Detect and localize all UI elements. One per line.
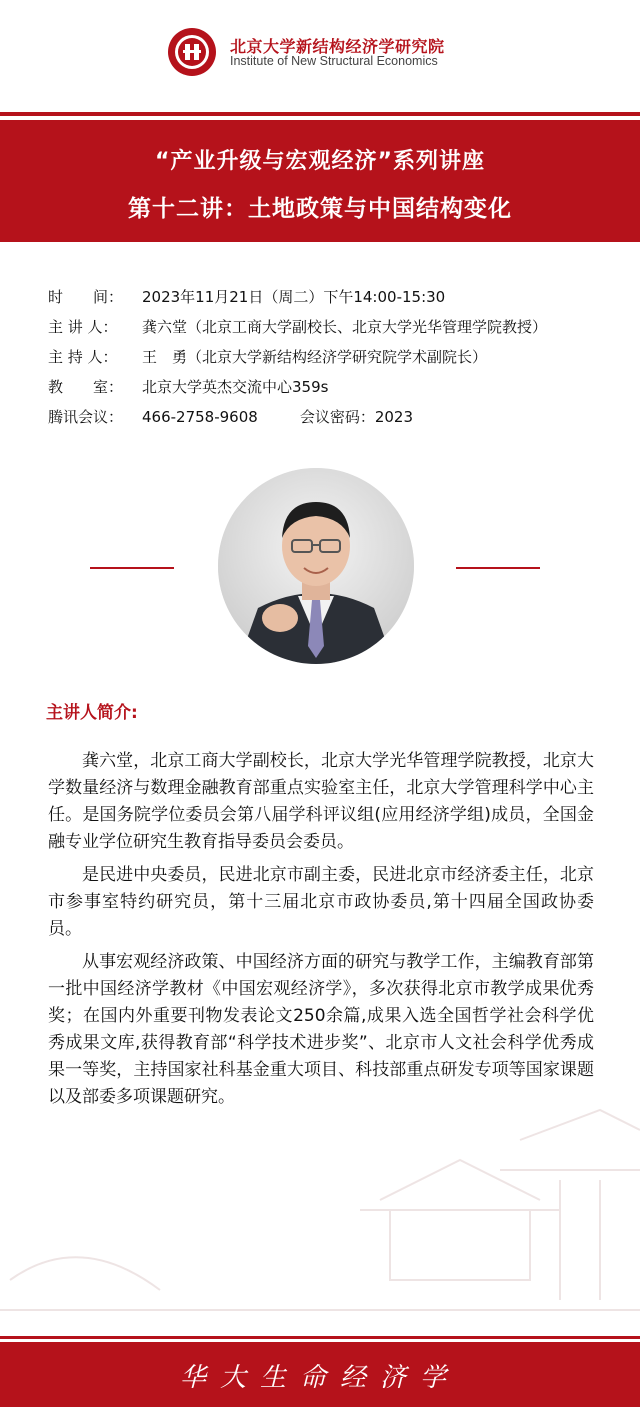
bio-title: 主讲人简介: bbox=[46, 703, 138, 723]
host-label: 主 持 人： bbox=[48, 348, 118, 366]
password-value: 2023 bbox=[374, 408, 414, 426]
institute-name-cn: 北京大学新结构经济学研究院 bbox=[230, 37, 445, 56]
footer-slogan: 华大生命经济学 bbox=[179, 1363, 460, 1393]
title-banner bbox=[0, 120, 640, 242]
footer-top-rule bbox=[0, 1336, 640, 1339]
banner-top-rule bbox=[0, 112, 640, 116]
divider-right bbox=[456, 567, 540, 569]
speaker-portrait bbox=[218, 468, 414, 664]
bio-paragraph-1: 龚六堂，北京工商大学副校长，北京大学光华管理学院教授，北京大学数量经济与数理金融教育部重点实验室主任，北京大学管理科学中心主任。是国务院学位委员会第八届学科评议组(应用经济学组)成员，全国金融专业学位研究生教育指导委员会委员。 bbox=[48, 751, 594, 852]
room-row bbox=[48, 372, 547, 402]
meeting-id: 466-2758-9608 bbox=[142, 408, 258, 426]
room-label: 教 室： bbox=[48, 378, 124, 396]
header bbox=[0, 0, 640, 112]
pku-seal-icon bbox=[166, 26, 218, 78]
meeting-label: 腾讯会议： bbox=[48, 408, 124, 426]
speaker-value: 龚六堂（北京工商大学副校长、北京大学光华管理学院教授） bbox=[142, 318, 548, 336]
speaker-photo-image bbox=[218, 468, 414, 664]
host-value: 王 勇（北京大学新结构经济学研究院学术副院长） bbox=[142, 348, 488, 366]
divider-left bbox=[90, 567, 174, 569]
time-row bbox=[48, 282, 547, 312]
time-value: 2023年11月21日（周二）下午14:00-15:30 bbox=[142, 288, 446, 306]
speaker-label: 主 讲 人： bbox=[48, 318, 118, 336]
bio-paragraph-2: 是民进中央委员，民进北京市副主委，民进北京市经济委主任，北京市参事室特约研究员，第十三届北京市政协委员,第十四届全国政协委员。 bbox=[48, 865, 594, 939]
speaker-bio bbox=[48, 748, 594, 1117]
campus-architecture-watermark bbox=[0, 1080, 640, 1340]
event-info bbox=[48, 282, 547, 432]
series-title: “产业升级与宏观经济”系列讲座 bbox=[155, 149, 485, 174]
lecture-title: 第十二讲：土地政策与中国结构变化 bbox=[128, 196, 512, 222]
host-row bbox=[48, 342, 547, 372]
institute-name-en: Institute of New Structural Economics bbox=[230, 54, 438, 68]
bio-paragraph-3: 从事宏观经济政策、中国经济方面的研究与教学工作，主编教育部第一批中国经济学教材《中国宏观经济学》，多次获得北京市教学成果优秀奖；在国内外重要刊物发表论文250余篇,成果入选全国哲学社会科学优秀成果文库,获得教育部“科学技术进步奖”、北京市人文社会科学优秀成果一等奖，主持国家社科基金重大项目、科技部重点研发专项等国家课题以及部委多项课题研究。 bbox=[48, 952, 594, 1107]
footer-band bbox=[0, 1342, 640, 1407]
password-label: 会议密码： bbox=[299, 408, 375, 426]
time-label: 时 间： bbox=[48, 288, 124, 306]
speaker-row bbox=[48, 312, 547, 342]
room-value: 北京大学英杰交流中心359s bbox=[142, 378, 329, 396]
meeting-row bbox=[48, 402, 547, 432]
